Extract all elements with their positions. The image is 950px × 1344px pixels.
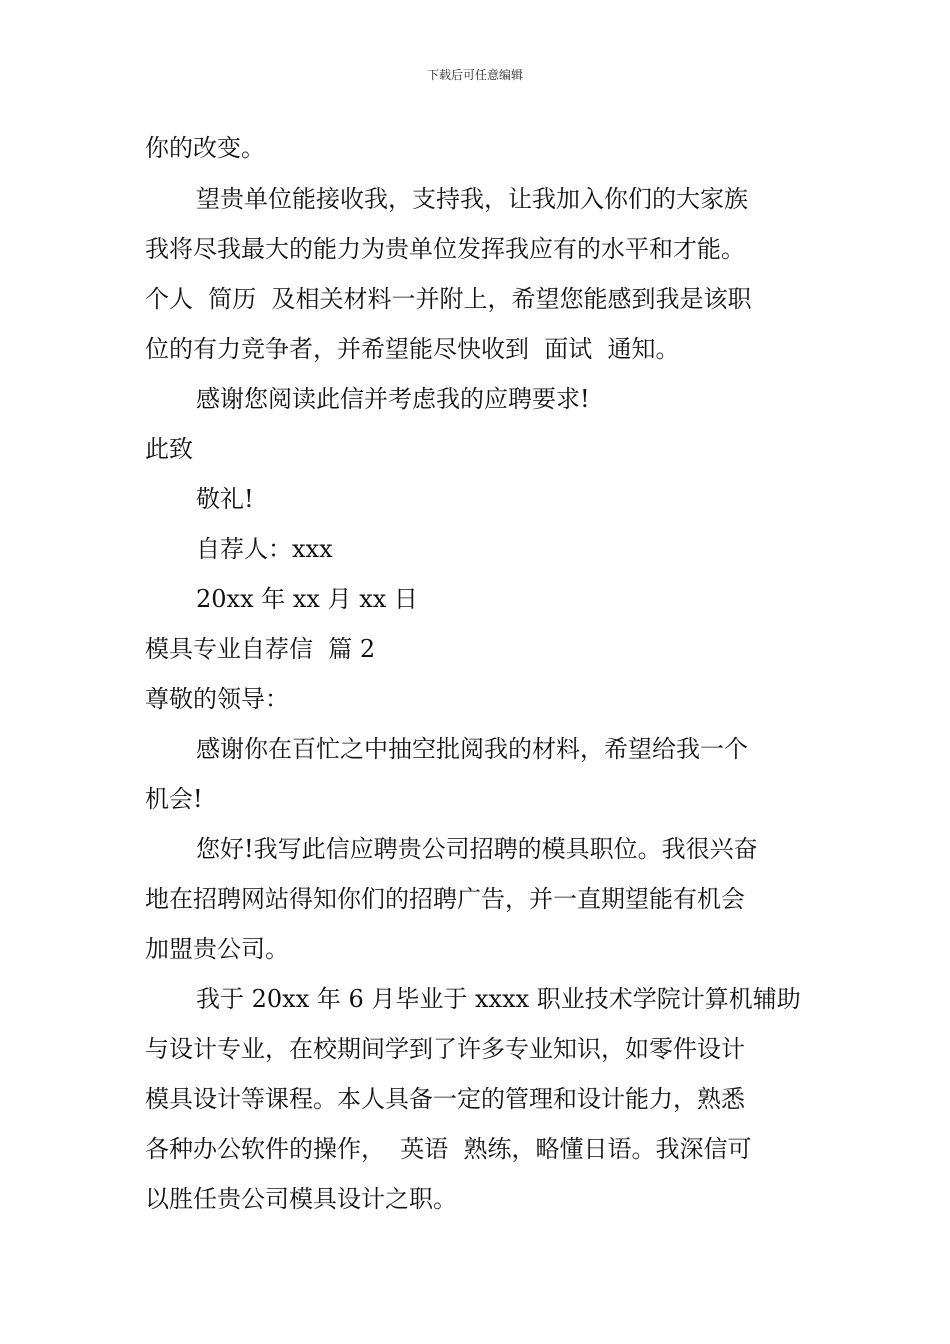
text-line: 位的有力竞争者，并希望能尽快收到 面试 通知。 xyxy=(145,335,680,363)
text-line: 以胜任贵公司模具设计之职。 xyxy=(145,1185,457,1213)
greeting: 尊敬的领导： xyxy=(145,685,289,713)
page-header: 下载后可任意编辑 xyxy=(426,68,523,82)
closing-regards: 敬礼! xyxy=(196,485,254,513)
text-line: 加盟贵公司。 xyxy=(145,935,289,963)
text-line: 望贵单位能接收我，支持我，让我加入你们的大家族 xyxy=(196,185,748,213)
text-line: 我于 20xx 年 6 月毕业于 xxxx 职业技术学院计算机辅助 xyxy=(196,985,801,1013)
text-line: 我将尽我最大的能力为贵单位发挥我应有的水平和才能。 xyxy=(145,235,745,263)
closing-salutation: 此致 xyxy=(145,435,193,463)
date-line: 20xx 年 xx 月 xx 日 xyxy=(196,585,418,613)
text-line: 地在招聘网站得知你们的招聘广告，并一直期望能有机会 xyxy=(145,885,745,913)
text-line: 您好!我写此信应聘贵公司招聘的模具职位。我很兴奋 xyxy=(196,835,758,863)
text-line: 个人 简历 及相关材料一并附上，希望您能感到我是该职 xyxy=(145,285,752,313)
text-line: 感谢您阅读此信并考虑我的应聘要求! xyxy=(196,385,590,413)
text-line: 你的改变。 xyxy=(145,134,265,162)
text-line: 与设计专业，在校期间学到了许多专业知识，如零件设计 xyxy=(145,1035,745,1063)
text-line: 模具设计等课程。本人具备一定的管理和设计能力，熟悉 xyxy=(145,1085,745,1113)
text-line: 机会! xyxy=(145,785,203,813)
section-title: 模具专业自荐信 篇 2 xyxy=(145,635,376,663)
text-line: 各种办公软件的操作， 英语 熟练，略懂日语。我深信可 xyxy=(145,1135,752,1163)
text-line: 感谢你在百忙之中抽空批阅我的材料，希望给我一个 xyxy=(196,735,748,763)
signature-line: 自荐人：xxx xyxy=(196,535,333,563)
